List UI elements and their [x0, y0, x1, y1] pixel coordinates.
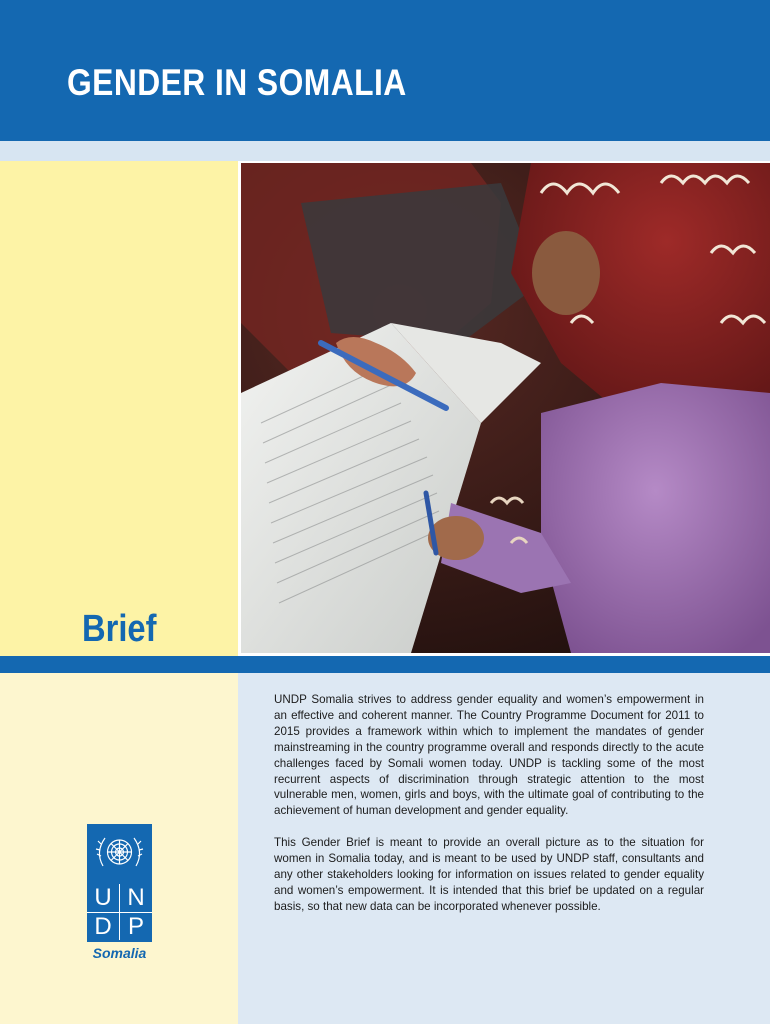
logo-letter-u: U	[94, 884, 112, 911]
photo-icon	[241, 163, 770, 653]
left-panel	[0, 161, 238, 656]
logo-letter-p: P	[127, 913, 144, 940]
logo-letter-d: D	[94, 913, 112, 940]
middle-band	[0, 656, 770, 673]
un-emblem-icon	[89, 826, 150, 881]
brief-label: Brief	[82, 608, 157, 650]
undp-logo	[87, 824, 152, 942]
paragraph-intro: UNDP Somalia strives to address gender equality and women’s empowerment in an effective and coherent manner. The Country Programme Document for 2011 to 2015 provides a framework within which to implement the mandates of gender mainstreaming in the country programme overall and responds directly to the acute challenges faced by Somali women today. UNDP is tackling some of the most recurrent aspects of discrimination through strategic attention to the most vulnerable men, women, girls and boys, with the ultimate goal of contributing to the achievement of human development and gender equality.	[274, 693, 704, 818]
logo-letter-n: N	[127, 884, 145, 911]
cover-photo	[241, 163, 770, 653]
paragraph-purpose: This Gender Brief is meant to provide an overall picture as to the situation for women in Somalia today, and is meant to be used by UNDP staff, consultants and any other stakeholders looking for information on issues related to gender equality and women’s empowerment. It is intended that this brief be updated on a regular basis, so that new data can be incorporated whenever possible.	[274, 836, 704, 913]
divider-strip	[0, 141, 770, 161]
logo-subtitle: Somalia	[92, 945, 147, 961]
page-title: GENDER IN SOMALIA	[67, 62, 407, 103]
body-text	[274, 692, 704, 931]
